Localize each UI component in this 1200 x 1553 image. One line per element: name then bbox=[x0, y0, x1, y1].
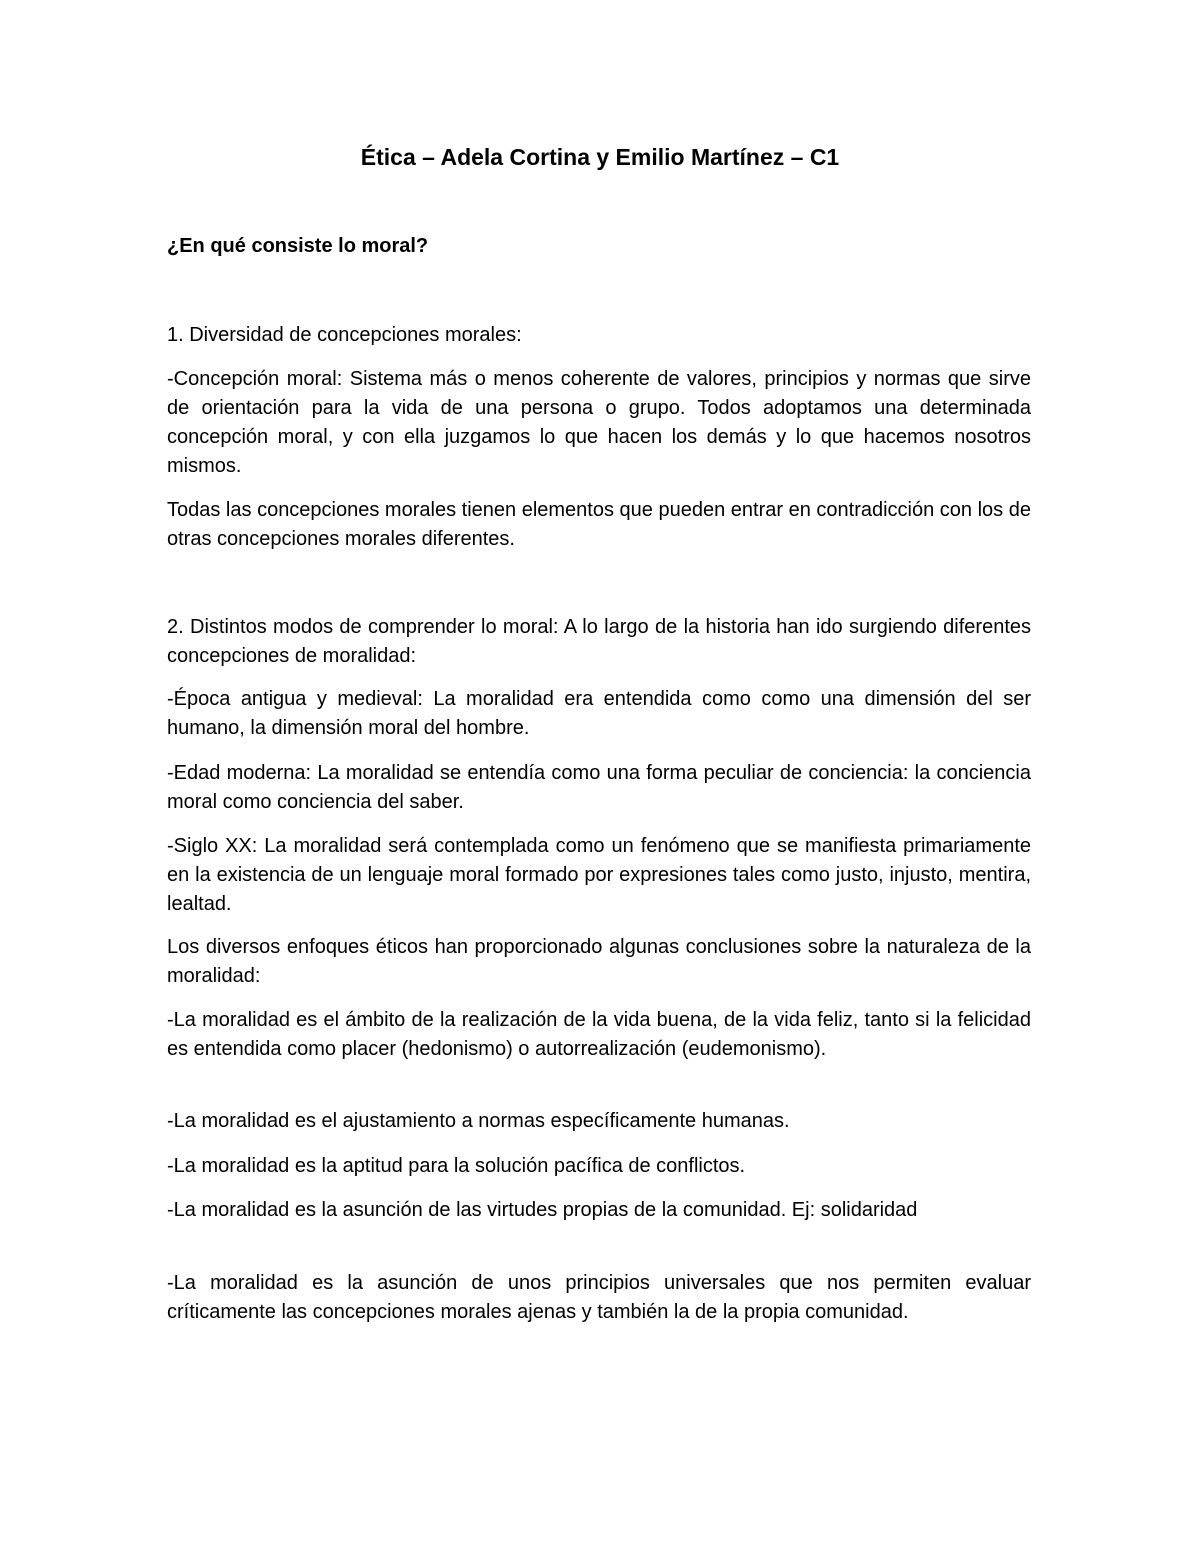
paragraph-ethical-approaches: Los diversos enfoques éticos han proporcionado algunas conclusiones sobre la naturaleza de la moralidad: bbox=[167, 936, 1031, 987]
paragraph-human-norms: -La moralidad es el ajustamiento a normas específicamente humanas. bbox=[167, 1110, 790, 1132]
paragraph-twentieth-century: -Siglo XX: La moralidad será contemplada como un fenómeno que se manifiesta primariamente en la existencia de un lenguaje moral formado por expresiones tales como justo, injusto, mentira, lealtad. bbox=[167, 835, 1031, 915]
paragraph-conflict-resolution: -La moralidad es la aptitud para la solución pacífica de conflictos. bbox=[167, 1155, 746, 1177]
paragraph-good-life: -La moralidad es el ámbito de la realización de la vida buena, de la vida feliz, tanto si la felicidad es entendida como placer (hedonismo) o autorrealización (eudemonismo). bbox=[167, 1009, 1031, 1060]
paragraph-modern-age: -Edad moderna: La moralidad se entendía como una forma peculiar de conciencia: la conciencia moral como conciencia del saber. bbox=[167, 762, 1031, 813]
paragraph-universal-principles: -La moralidad es la asunción de unos principios universales que nos permiten evaluar críticamente las concepciones morales ajenas y también la de la propia comunidad. bbox=[167, 1272, 1031, 1323]
paragraph-contradiction: Todas las concepciones morales tienen elementos que pueden entrar en contradicción con los de otras concepciones morales diferentes. bbox=[167, 499, 1031, 550]
section-question: ¿En qué consiste lo moral? bbox=[167, 235, 429, 257]
paragraph-community-virtues: -La moralidad es la asunción de las virtudes propias de la comunidad. Ej: solidaridad bbox=[167, 1199, 918, 1221]
paragraph-diversity-heading: 1. Diversidad de concepciones morales: bbox=[167, 324, 522, 346]
paragraph-ancient-medieval: -Época antigua y medieval: La moralidad era entendida como como una dimensión del ser humano, la dimensión moral del hombre. bbox=[167, 688, 1031, 739]
document-title: Ética – Adela Cortina y Emilio Martínez – C1 bbox=[360, 144, 840, 170]
paragraph-modes-heading: 2. Distintos modos de comprender lo moral: A lo largo de la historia han ido surgiendo diferentes concepciones de moralidad: bbox=[167, 616, 1031, 667]
paragraph-moral-conception: -Concepción moral: Sistema más o menos coherente de valores, principios y normas que sirve de orientación para la vida de una persona o grupo. Todos adoptamos una determinada concepción moral, y con ella juzgamos lo que hacen los demás y lo que hacemos nosotros mismos. bbox=[167, 368, 1031, 477]
